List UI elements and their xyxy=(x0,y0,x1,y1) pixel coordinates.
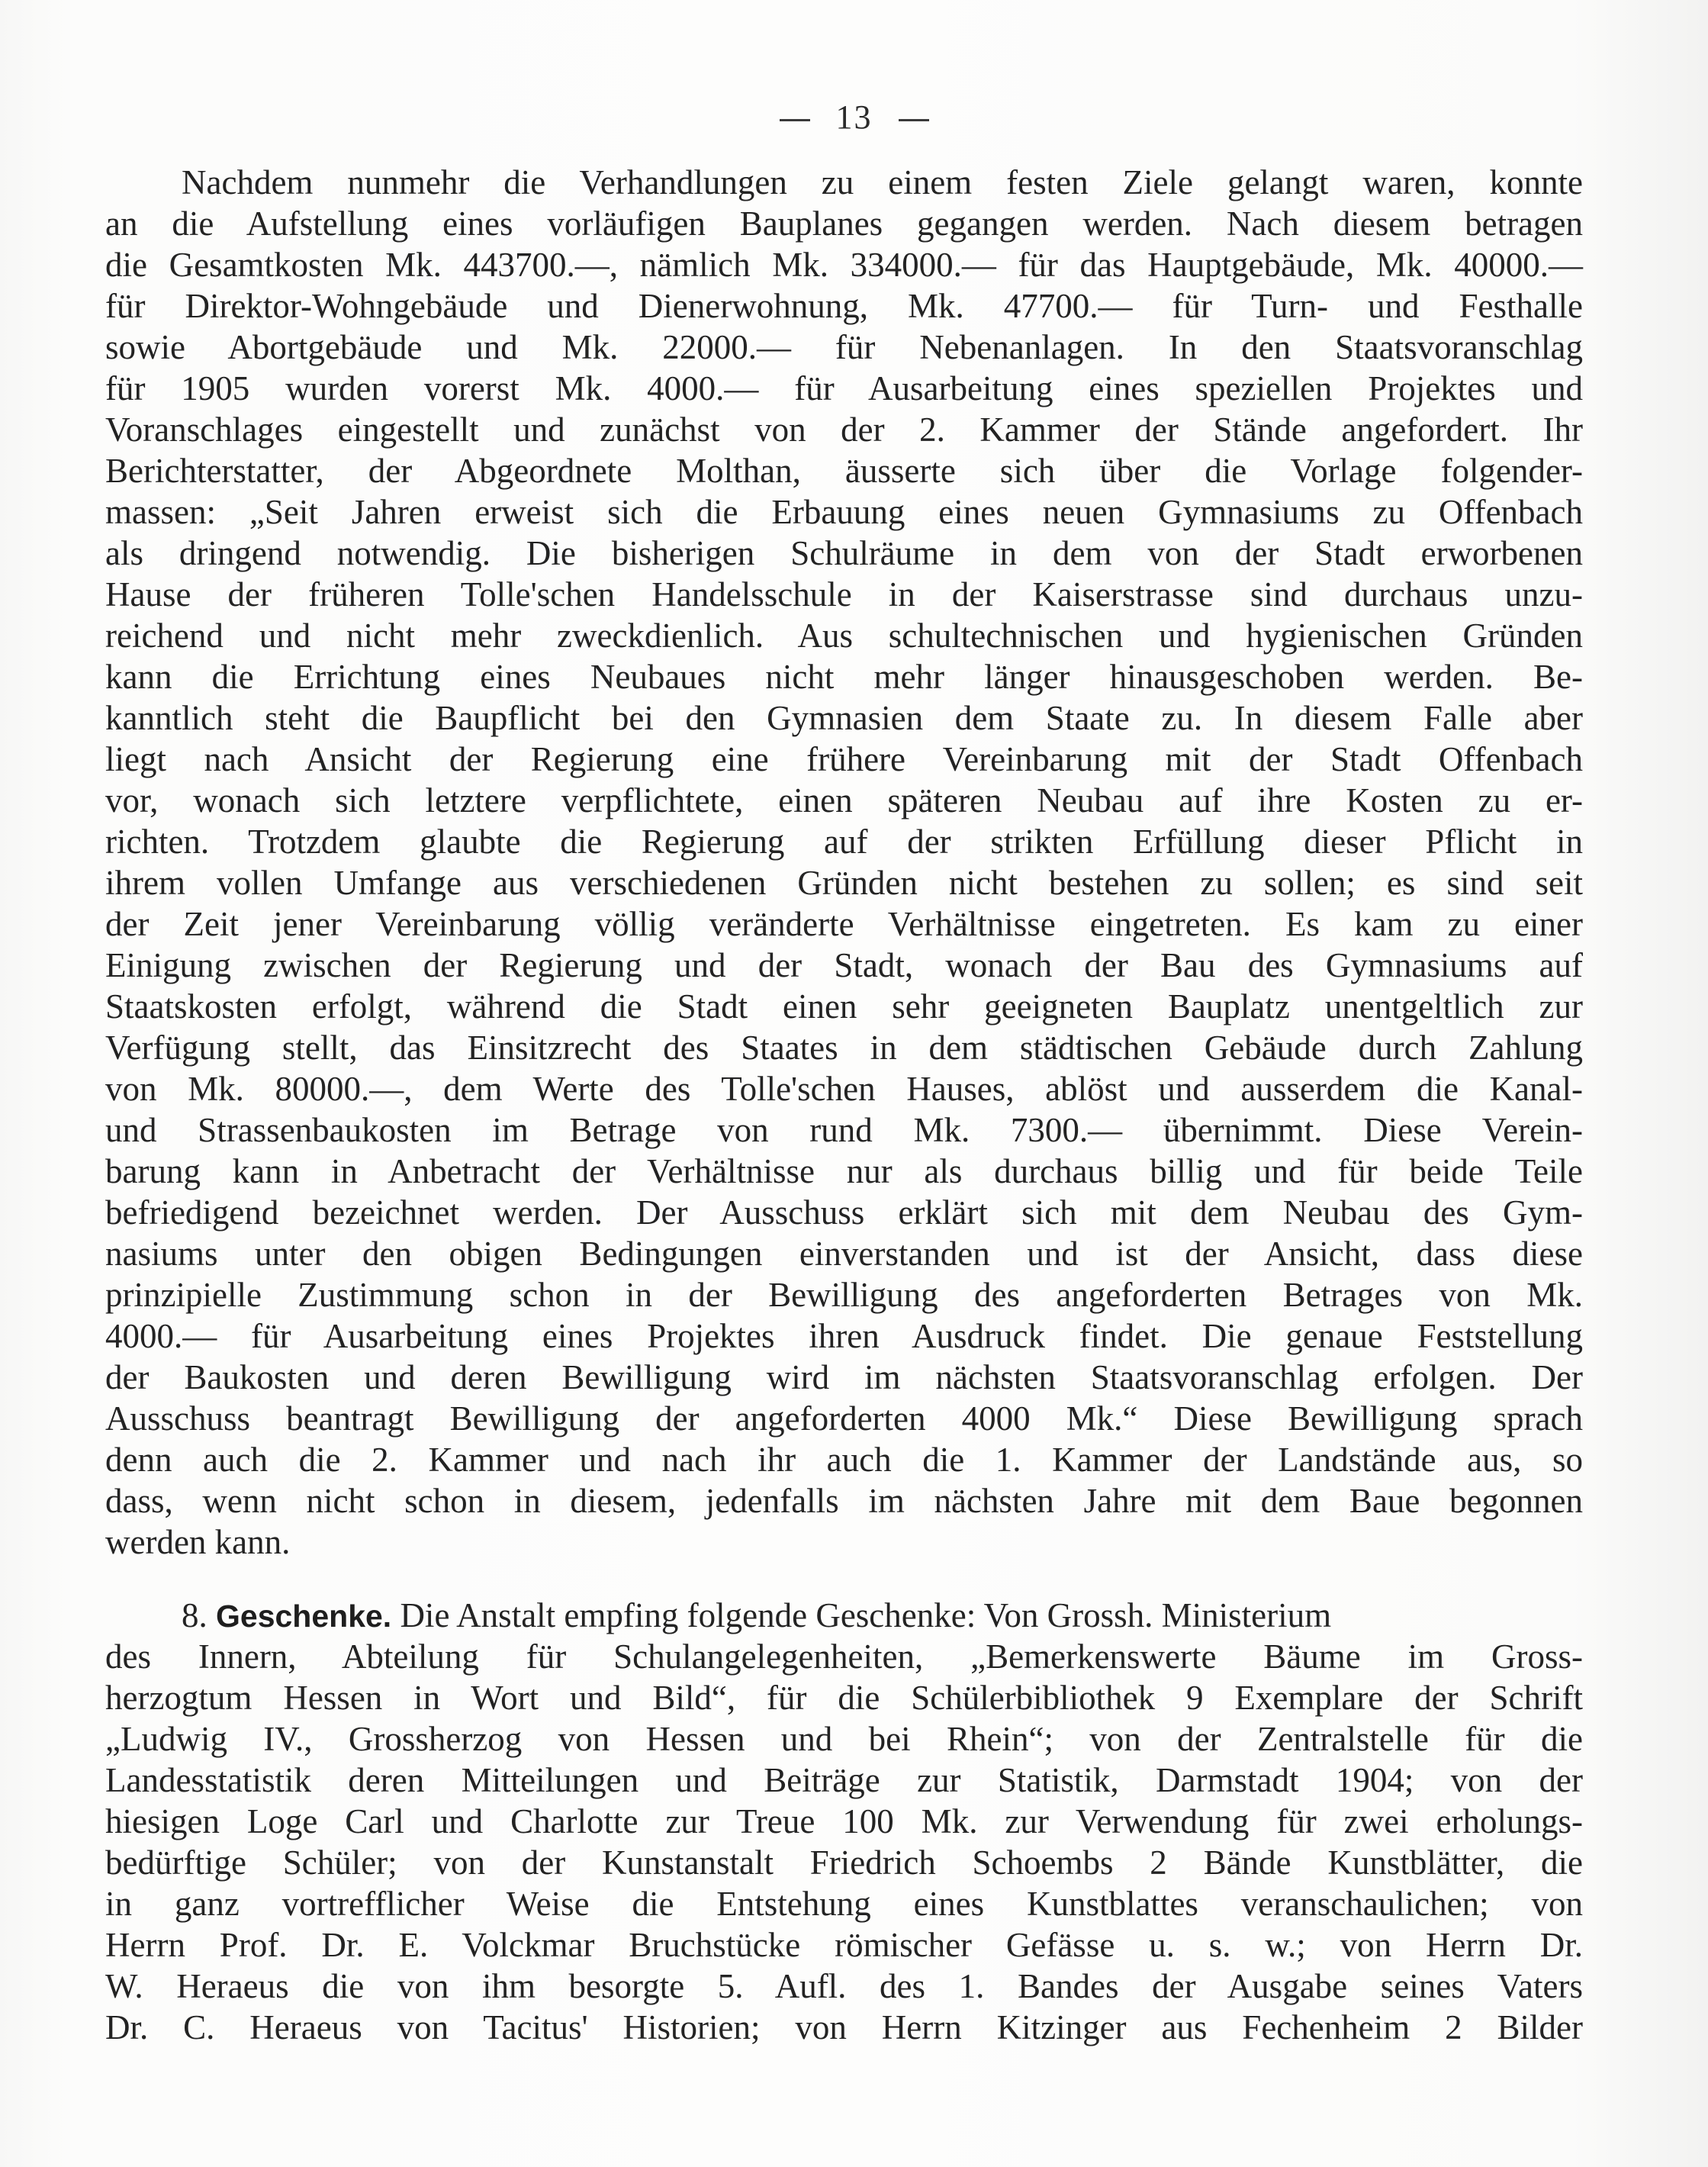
text-line: in ganz vortrefflicher Weise die Entstehung eines Kunstblattes veranschaulichen; von xyxy=(105,1885,1583,1923)
text-line: Ausschuss beantragt Bewilligung der angeforderten 4000 Mk.“ Diese Bewilligung sprach xyxy=(105,1399,1583,1438)
section-heading: Geschenke. xyxy=(216,1599,392,1634)
text-line: Herrn Prof. Dr. E. Volckmar Bruchstücke römischer Gefässe u. s. w.; von Herrn Dr. xyxy=(105,1926,1583,1964)
text-line: ihrem vollen Umfange aus verschiedenen Gründen nicht bestehen zu sollen; es sind seit xyxy=(105,864,1583,902)
text-line: barung kann in Anbetracht der Verhältnisse nur als durchaus billig und für beide Teile xyxy=(105,1152,1583,1190)
text-line: Voranschlages eingestellt und zunächst von der 2. Kammer der Stände angefordert. Ihr xyxy=(105,411,1583,449)
text-line: an die Aufstellung eines vorläufigen Bauplanes gegangen werden. Nach diesem betragen xyxy=(105,204,1583,243)
text-line: kanntlich steht die Baupflicht bei den Gymnasien dem Staate zu. In diesem Falle aber xyxy=(105,699,1583,737)
text-line: dass, wenn nicht schon in diesem, jedenfalls im nächsten Jahre mit dem Baue begonnen xyxy=(105,1482,1583,1520)
section-first-line-text: Die Anstalt empfing folgende Geschenke: Von Grossh. Ministerium xyxy=(400,1596,1332,1634)
paragraph-building-plan xyxy=(105,162,1583,1563)
text-line: reichend und nicht mehr zweckdienlich. Aus schultechnischen und hygienischen Gründen xyxy=(105,617,1583,655)
text-line: Verfügung stellt, das Einsitzrecht des Staates in dem städtischen Gebäude durch Zahlung xyxy=(105,1029,1583,1067)
text-line: kann die Errichtung eines Neubaues nicht mehr länger hinausgeschoben werden. Be- xyxy=(105,658,1583,696)
text-line: nasiums unter den obigen Bedingungen einverstanden und ist der Ansicht, dass diese xyxy=(105,1235,1583,1273)
text-line: 4000.— für Ausarbeitung eines Projektes ihren Ausdruck findet. Die genaue Feststellung xyxy=(105,1317,1583,1355)
text-line: von Mk. 80000.—, dem Werte des Tolle'schen Hauses, ablöst und ausserdem die Kanal- xyxy=(105,1070,1583,1108)
text-line: W. Heraeus die von ihm besorgte 5. Aufl. des 1. Bandes der Ausgabe seines Vaters xyxy=(105,1967,1583,2005)
page-number-dash-left xyxy=(780,119,810,121)
text-line: bedürftige Schüler; von der Kunstanstalt Friedrich Schoembs 2 Bände Kunstblätter, die xyxy=(105,1843,1583,1882)
text-line: massen: „Seit Jahren erweist sich die Erbauung eines neuen Gymnasiums zu Offenbach xyxy=(105,493,1583,531)
text-line: Hause der früheren Tolle'schen Handelsschule in der Kaiserstrasse sind durchaus unzu- xyxy=(105,575,1583,613)
section-gifts xyxy=(105,1595,1583,2048)
text-line: für 1905 wurden vorerst Mk. 4000.— für Ausarbeitung eines speziellen Projektes und xyxy=(105,369,1583,407)
page-number-value: 13 xyxy=(835,98,873,136)
paragraph-gap xyxy=(105,1563,1583,1595)
text-line: für Direktor-Wohngebäude und Dienerwohnung, Mk. 47700.— für Turn- und Festhalle xyxy=(105,287,1583,325)
text-line: befriedigend bezeichnet werden. Der Ausschuss erklärt sich mit dem Neubau des Gym- xyxy=(105,1193,1583,1232)
page-number xyxy=(0,98,1708,137)
text-line: die Gesamtkosten Mk. 443700.—, nämlich Mk. 334000.— für das Hauptgebäude, Mk. 40000.— xyxy=(105,246,1583,284)
text-line: und Strassenbaukosten im Betrage von rund Mk. 7300.— übernimmt. Diese Verein- xyxy=(105,1111,1583,1149)
text-line: Einigung zwischen der Regierung und der Stadt, wonach der Bau des Gymnasiums auf xyxy=(105,946,1583,984)
text-line: vor, wonach sich letztere verpflichtete, einen späteren Neubau auf ihre Kosten zu er- xyxy=(105,781,1583,819)
text-line: denn auch die 2. Kammer und nach ihr auch die 1. Kammer der Landstände aus, so xyxy=(105,1441,1583,1479)
text-line: hiesigen Loge Carl und Charlotte zur Treue 100 Mk. zur Verwendung für zwei erholungs- xyxy=(105,1802,1583,1840)
text-line: des Innern, Abteilung für Schulangelegenheiten, „Bemerkenswerte Bäume im Gross- xyxy=(105,1637,1583,1676)
text-line: der Zeit jener Vereinbarung völlig veränderte Verhältnisse eingetreten. Es kam zu einer xyxy=(105,905,1583,943)
body-text xyxy=(105,162,1583,2048)
text-line: Landesstatistik deren Mitteilungen und Beiträge zur Statistik, Darmstadt 1904; von der xyxy=(105,1761,1583,1799)
text-line: herzogtum Hessen in Wort und Bild“, für die Schülerbibliothek 9 Exemplare der Schrift xyxy=(105,1679,1583,1717)
text-line: sowie Abortgebäude und Mk. 22000.— für Nebenanlagen. In den Staatsvoranschlag xyxy=(105,328,1583,366)
text-line: Berichterstatter, der Abgeordnete Molthan, äusserte sich über die Vorlage folgender- xyxy=(105,452,1583,490)
text-line: der Baukosten und deren Bewilligung wird im nächsten Staatsvoranschlag erfolgen. Der xyxy=(105,1358,1583,1396)
text-line: werden kann. xyxy=(105,1523,291,1561)
text-line: liegt nach Ansicht der Regierung eine frühere Vereinbarung mit der Stadt Offenbach xyxy=(105,740,1583,778)
section-first-line xyxy=(105,1595,1583,1636)
text-line: Dr. C. Heraeus von Tacitus' Historien; von Herrn Kitzinger aus Fechenheim 2 Bilder xyxy=(105,2008,1583,2046)
page-number-dash-right xyxy=(899,119,929,121)
text-line: Nachdem nunmehr die Verhandlungen zu einem festen Ziele gelangt waren, konnte xyxy=(182,163,1583,201)
text-line: richten. Trotzdem glaubte die Regierung auf der strikten Erfüllung dieser Pflicht in xyxy=(105,823,1583,861)
text-line: prinzipielle Zustimmung schon in der Bewilligung des angeforderten Betrages von Mk. xyxy=(105,1276,1583,1314)
text-line: Staatskosten erfolgt, während die Stadt einen sehr geeigneten Bauplatz unentgeltlich zur xyxy=(105,987,1583,1026)
text-line: als dringend notwendig. Die bisherigen Schulräume in dem von der Stadt erworbenen xyxy=(105,534,1583,572)
section-number: 8. xyxy=(182,1596,207,1634)
text-line: „Ludwig IV., Grossherzog von Hessen und bei Rhein“; von der Zentralstelle für die xyxy=(105,1720,1583,1758)
